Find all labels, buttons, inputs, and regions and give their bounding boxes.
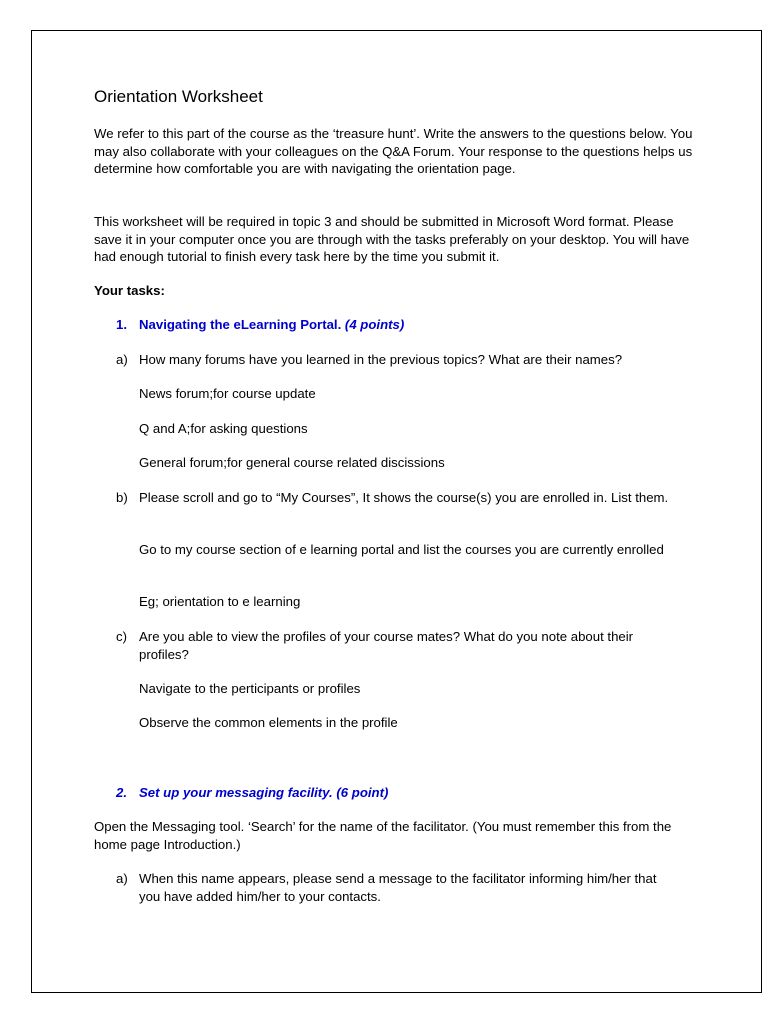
tasks-heading: Your tasks: [94,283,165,298]
answer-b-2: Eg; orientation to e learning [139,594,301,609]
answer-b-1: Go to my course section of e learning portal and list the courses you are currently enrolled [139,542,664,557]
question-a-text: How many forums have you learned in the previous topics? What are their names? [139,352,623,367]
answer-c-1: Navigate to the perticipants or profiles [139,681,361,696]
question-a-label: a) [116,352,128,367]
task-1-points: (4 points) [344,317,405,332]
task-2-intro: Open the Messaging tool. ‘Search’ for the name of the facilitator. (You must remember this from the home page Introduction.) [94,819,672,852]
task-1-title: Navigating the eLearning Portal. [139,317,342,332]
answer-c-2: Observe the common elements in the profile [139,715,398,730]
document-page [31,30,762,993]
answer-a-3: General forum;for general course related discissions [139,455,445,470]
question-c-text: Are you able to view the profiles of your course mates? What do you note about their profiles? [139,629,634,662]
answer-a-2: Q and A;for asking questions [139,421,308,436]
task-2-question-a-label: a) [116,871,128,886]
question-b-text: Please scroll and go to “My Courses”, It shows the course(s) you are enrolled in. List them. [139,490,669,505]
intro-paragraph-2: This worksheet will be required in topic 3 and should be submitted in Microsoft Word format. Please save it in your computer once you are through with the tasks preferably on your desktop. You will have had enough tutorial to finish every task here by the time you submit it. [94,214,690,264]
task-1-number: 1. [116,317,127,332]
intro-paragraph-1: We refer to this part of the course as the ‘treasure hunt’. Write the answers to the questions below. You may also collaborate with your colleagues on the Q&A Forum. Your response to the questions helps us determine how comfortable you are with navigating the orientation page. [94,126,693,176]
task-2-number: 2. [116,785,127,800]
answer-a-1: News forum;for course update [139,386,316,401]
task-2-question-a-text: When this name appears, please send a message to the facilitator informing him/her that you have added him/her to your contacts. [139,871,657,904]
task-2-heading [116,784,616,802]
page-title: Orientation Worksheet [94,87,263,106]
task-1-heading [116,316,616,334]
task-2-title: Set up your messaging facility. (6 point) [139,785,389,800]
question-b-label: b) [116,490,128,505]
question-c-label: c) [116,629,127,644]
